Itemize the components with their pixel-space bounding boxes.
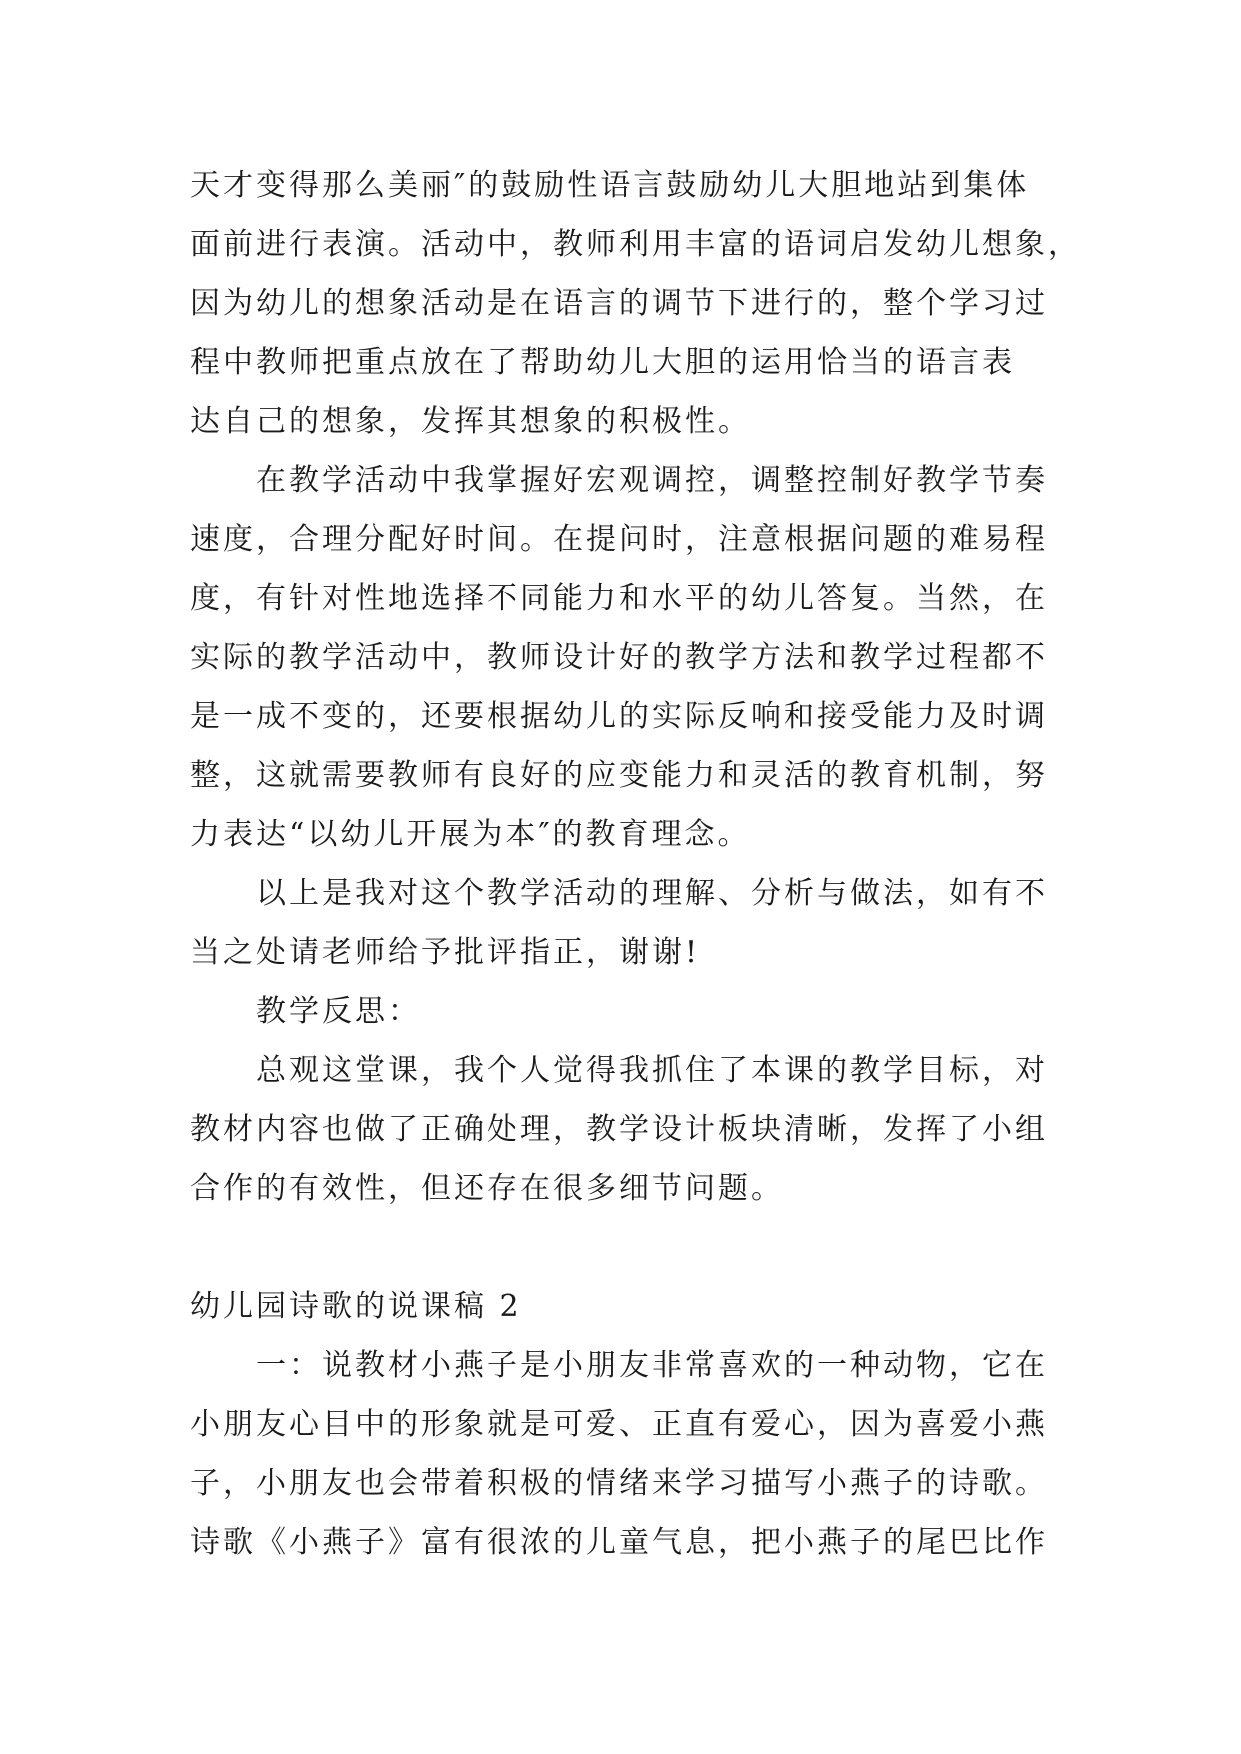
text-line: 整，这就需要教师有良好的应变能力和灵活的教育机制，努 bbox=[190, 758, 1048, 793]
text-line: 速度，合理分配好时间。在提问时，注意根据问题的难易程 bbox=[190, 522, 1048, 557]
section-title: 幼儿园诗歌的说课稿 2 bbox=[190, 1289, 522, 1324]
text-line: 教材内容也做了正确处理，教学设计板块清晰，发挥了小组 bbox=[190, 1112, 1048, 1147]
text-line: 实际的教学活动中，教师设计好的教学方法和教学过程都不 bbox=[190, 640, 1048, 675]
text-line: 天才变得那么美丽″的鼓励性语言鼓励幼儿大胆地站到集体 bbox=[190, 168, 1030, 203]
text-line: 因为幼儿的想象活动是在语言的调节下进行的，整个学习过 bbox=[190, 286, 1048, 321]
text-line: 合作的有效性，但还存在很多细节问题。 bbox=[190, 1171, 784, 1206]
text-line: 小朋友心目中的形象就是可爱、正直有爱心，因为喜爱小燕 bbox=[190, 1407, 1048, 1442]
document-page bbox=[190, 156, 1081, 1572]
text-line: 当之处请老师给予批评指正，谢谢! bbox=[190, 935, 701, 970]
reflection-heading: 教学反思： bbox=[256, 994, 421, 1029]
text-line: 以上是我对这个教学活动的理解、分析与做法，如有不 bbox=[256, 876, 1048, 911]
text-line: 面前进行表演。活动中，教师利用丰富的语词启发幼儿想象， bbox=[190, 227, 1081, 262]
text-line: 度，有针对性地选择不同能力和水平的幼儿答复。当然，在 bbox=[190, 581, 1048, 616]
text-line: 达自己的想象，发挥其想象的积极性。 bbox=[190, 404, 751, 439]
paragraph-2 bbox=[190, 451, 1050, 864]
text-line: 一：说教材小燕子是小朋友非常喜欢的一种动物，它在 bbox=[256, 1348, 1048, 1383]
text-line: 诗歌《小燕子》富有很浓的儿童气息，把小燕子的尾巴比作 bbox=[190, 1525, 1048, 1560]
text-line: 子，小朋友也会带着积极的情绪来学习描写小燕子的诗歌。 bbox=[190, 1466, 1048, 1501]
paragraph-1 bbox=[190, 156, 1081, 451]
text-line: 总观这堂课，我个人觉得我抓住了本课的教学目标，对 bbox=[256, 1053, 1048, 1088]
text-line: 程中教师把重点放在了帮助幼儿大胆的运用恰当的语言表 bbox=[190, 345, 1015, 380]
paragraph-3 bbox=[190, 864, 1050, 982]
text-line: 是一成不变的，还要根据幼儿的实际反响和接受能力及时调 bbox=[190, 699, 1048, 734]
paragraph-4 bbox=[190, 1041, 1050, 1218]
text-line: 力表达“以幼儿开展为本″的教育理念。 bbox=[190, 817, 751, 852]
paragraph-5 bbox=[190, 1336, 1050, 1572]
text-line: 在教学活动中我掌握好宏观调控，调整控制好教学节奏 bbox=[256, 463, 1048, 498]
